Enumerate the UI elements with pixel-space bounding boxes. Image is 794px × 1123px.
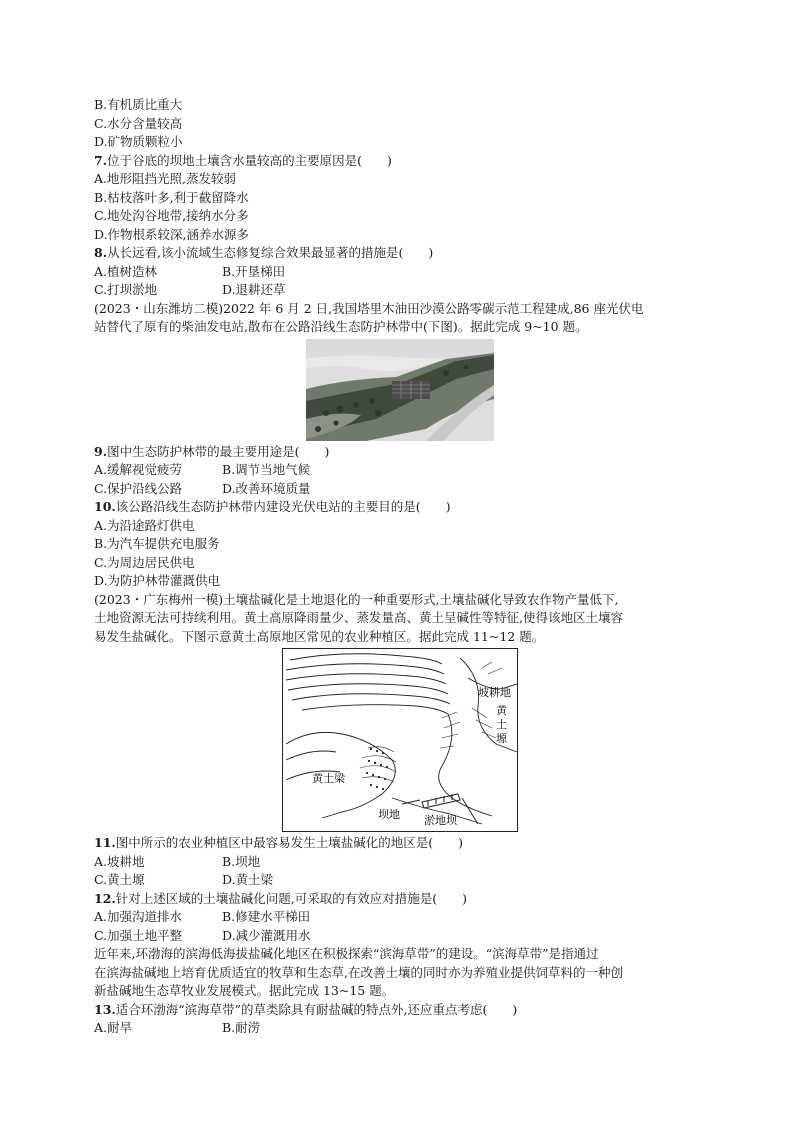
label-huangtuyuan-2: 土 xyxy=(496,718,507,731)
question-11: 11.图中所示的农业种植区中最容易发生土壤盐碱化的地区是( ) xyxy=(94,835,464,850)
q8-options-row-1 xyxy=(94,263,706,282)
q9-options-row-1 xyxy=(94,461,706,480)
q10-option-d: D.为防护林带灌溉供电 xyxy=(94,573,221,588)
label-badi: 坝地 xyxy=(378,808,400,821)
q11-option-c: C.黄土塬 xyxy=(94,872,145,887)
q11-option-a: A.坡耕地 xyxy=(94,853,145,869)
q11-options-row-2 xyxy=(94,871,706,890)
question-10: 10.该公路沿线生态防护林带内建设光伏电站的主要目的是( ) xyxy=(94,499,451,514)
q11-options-row-1 xyxy=(94,853,706,872)
intro-11-12-line-1: (2023・广东梅州一模)土壤盐碱化是土地退化的一种重要形式,土壤盐碱化导致农作物产量低下, xyxy=(94,591,619,607)
label-huangtuyuan-1: 黄 xyxy=(496,704,507,717)
desert-road-photo xyxy=(94,339,706,441)
q12-option-c: C.加强土地平整 xyxy=(94,927,183,943)
q12-option-b: B.修建水平梯田 xyxy=(222,909,311,924)
intro-13-15-line-1: 近年来,环渤海的滨海低海拔盐碱化地区在积极探索“滨海草带”的建设。“滨海草带”是指通过 xyxy=(94,946,599,961)
intro-9-10-line-1: (2023・山东潍坊二模)2022 年 6 月 2 日,我国塔里木油田沙漠公路零碳示范工程建成,86 座光伏电 xyxy=(94,300,644,316)
q11-option-d: D.黄土梁 xyxy=(222,872,274,887)
label-pogengdi: 坡耕地 xyxy=(478,686,511,699)
q13-options-row-1 xyxy=(94,1019,706,1038)
loess-plateau-sketch xyxy=(282,648,518,832)
intro-13-15-line-3: 新盐碱地生态草牧业发展模式。据此完成 13~15 题。 xyxy=(94,983,395,998)
q7-option-d: D.作物根系较深,涵养水源多 xyxy=(94,226,250,242)
question-12: 12.针对上述区域的土壤盐碱化问题,可采取的有效应对措施是( ) xyxy=(94,890,467,906)
document-page xyxy=(94,96,706,1038)
q11-option-b: B.坝地 xyxy=(222,853,261,869)
q6-option-d: D.矿物质颗粒小 xyxy=(94,134,183,149)
label-huangtuyuan-3: 塬 xyxy=(496,732,507,745)
q7-option-b: B.枯枝落叶多,利于截留降水 xyxy=(94,189,249,205)
q13-option-b: B.耐涝 xyxy=(222,1020,261,1035)
intro-11-12-line-2: 土地资源无法可持续利用。黄土高原降雨量少、蒸发量高、黄土呈碱性等特征,使得该地区土壤容 xyxy=(94,610,623,625)
q8-option-b: B.开垦梯田 xyxy=(222,263,286,279)
q9-option-c: C.保护沿线公路 xyxy=(94,480,183,496)
q8-options-row-2 xyxy=(94,281,706,300)
q8-option-a: A.植树造林 xyxy=(94,263,158,279)
q13-option-a: A.耐旱 xyxy=(94,1020,133,1035)
q12-options-row-2 xyxy=(94,927,706,946)
q10-option-b: B.为汽车提供充电服务 xyxy=(94,536,220,551)
question-8: 8.从长远看,该小流域生态修复综合效果最显著的措施是( ) xyxy=(94,245,434,260)
q7-option-c: C.地处沟谷地带,接纳水分多 xyxy=(94,208,249,223)
intro-13-15-line-2: 在滨海盐碱地上培育优质适宜的牧草和生态草,在改善土壤的同时亦为养殖业提供饲草料的一种创 xyxy=(94,964,623,980)
label-huangtuliang: 黄土梁 xyxy=(312,772,345,785)
q12-option-a: A.加强沟道排水 xyxy=(94,909,183,924)
label-yudiba: 淤地坝 xyxy=(424,814,457,827)
q8-option-c: C.打坝淤地 xyxy=(94,282,158,297)
q6-option-b: B.有机质比重大 xyxy=(94,97,183,112)
intro-9-10-line-2: 站替代了原有的柴油发电站,散布在公路沿线生态防护林带中(下图)。据此完成 9~10 题。 xyxy=(94,319,588,334)
q10-option-c: C.为周边居民供电 xyxy=(94,554,195,570)
q12-option-d: D.减少灌溉用水 xyxy=(222,927,311,943)
q10-option-a: A.为沿途路灯供电 xyxy=(94,517,195,533)
q8-option-d: D.退耕还草 xyxy=(222,282,286,297)
q9-options-row-2 xyxy=(94,480,706,499)
q12-options-row-1 xyxy=(94,908,706,927)
q9-option-b: B.调节当地气候 xyxy=(222,462,311,477)
q6-option-c: C.水分含量较高 xyxy=(94,115,183,131)
q9-option-a: A.缓解视觉疲劳 xyxy=(94,462,183,477)
loess-plateau-diagram xyxy=(94,648,706,832)
q7-option-a: A.地形阻挡光照,蒸发较弱 xyxy=(94,171,236,186)
question-7: 7.位于谷底的坝地土壤含水量较高的主要原因是( ) xyxy=(94,152,392,168)
desert-road-photo-image xyxy=(306,339,494,441)
q9-option-d: D.改善环境质量 xyxy=(222,480,311,496)
question-9: 9.图中生态防护林带的最主要用途是( ) xyxy=(94,443,330,459)
question-13: 13.适合环渤海“滨海草带”的草类除具有耐盐碱的特点外,还应重点考虑( ) xyxy=(94,1001,518,1017)
intro-11-12-line-3: 易发生盐碱化。下图示意黄土高原地区常见的农业种植区。据此完成 11~12 题。 xyxy=(94,628,545,644)
